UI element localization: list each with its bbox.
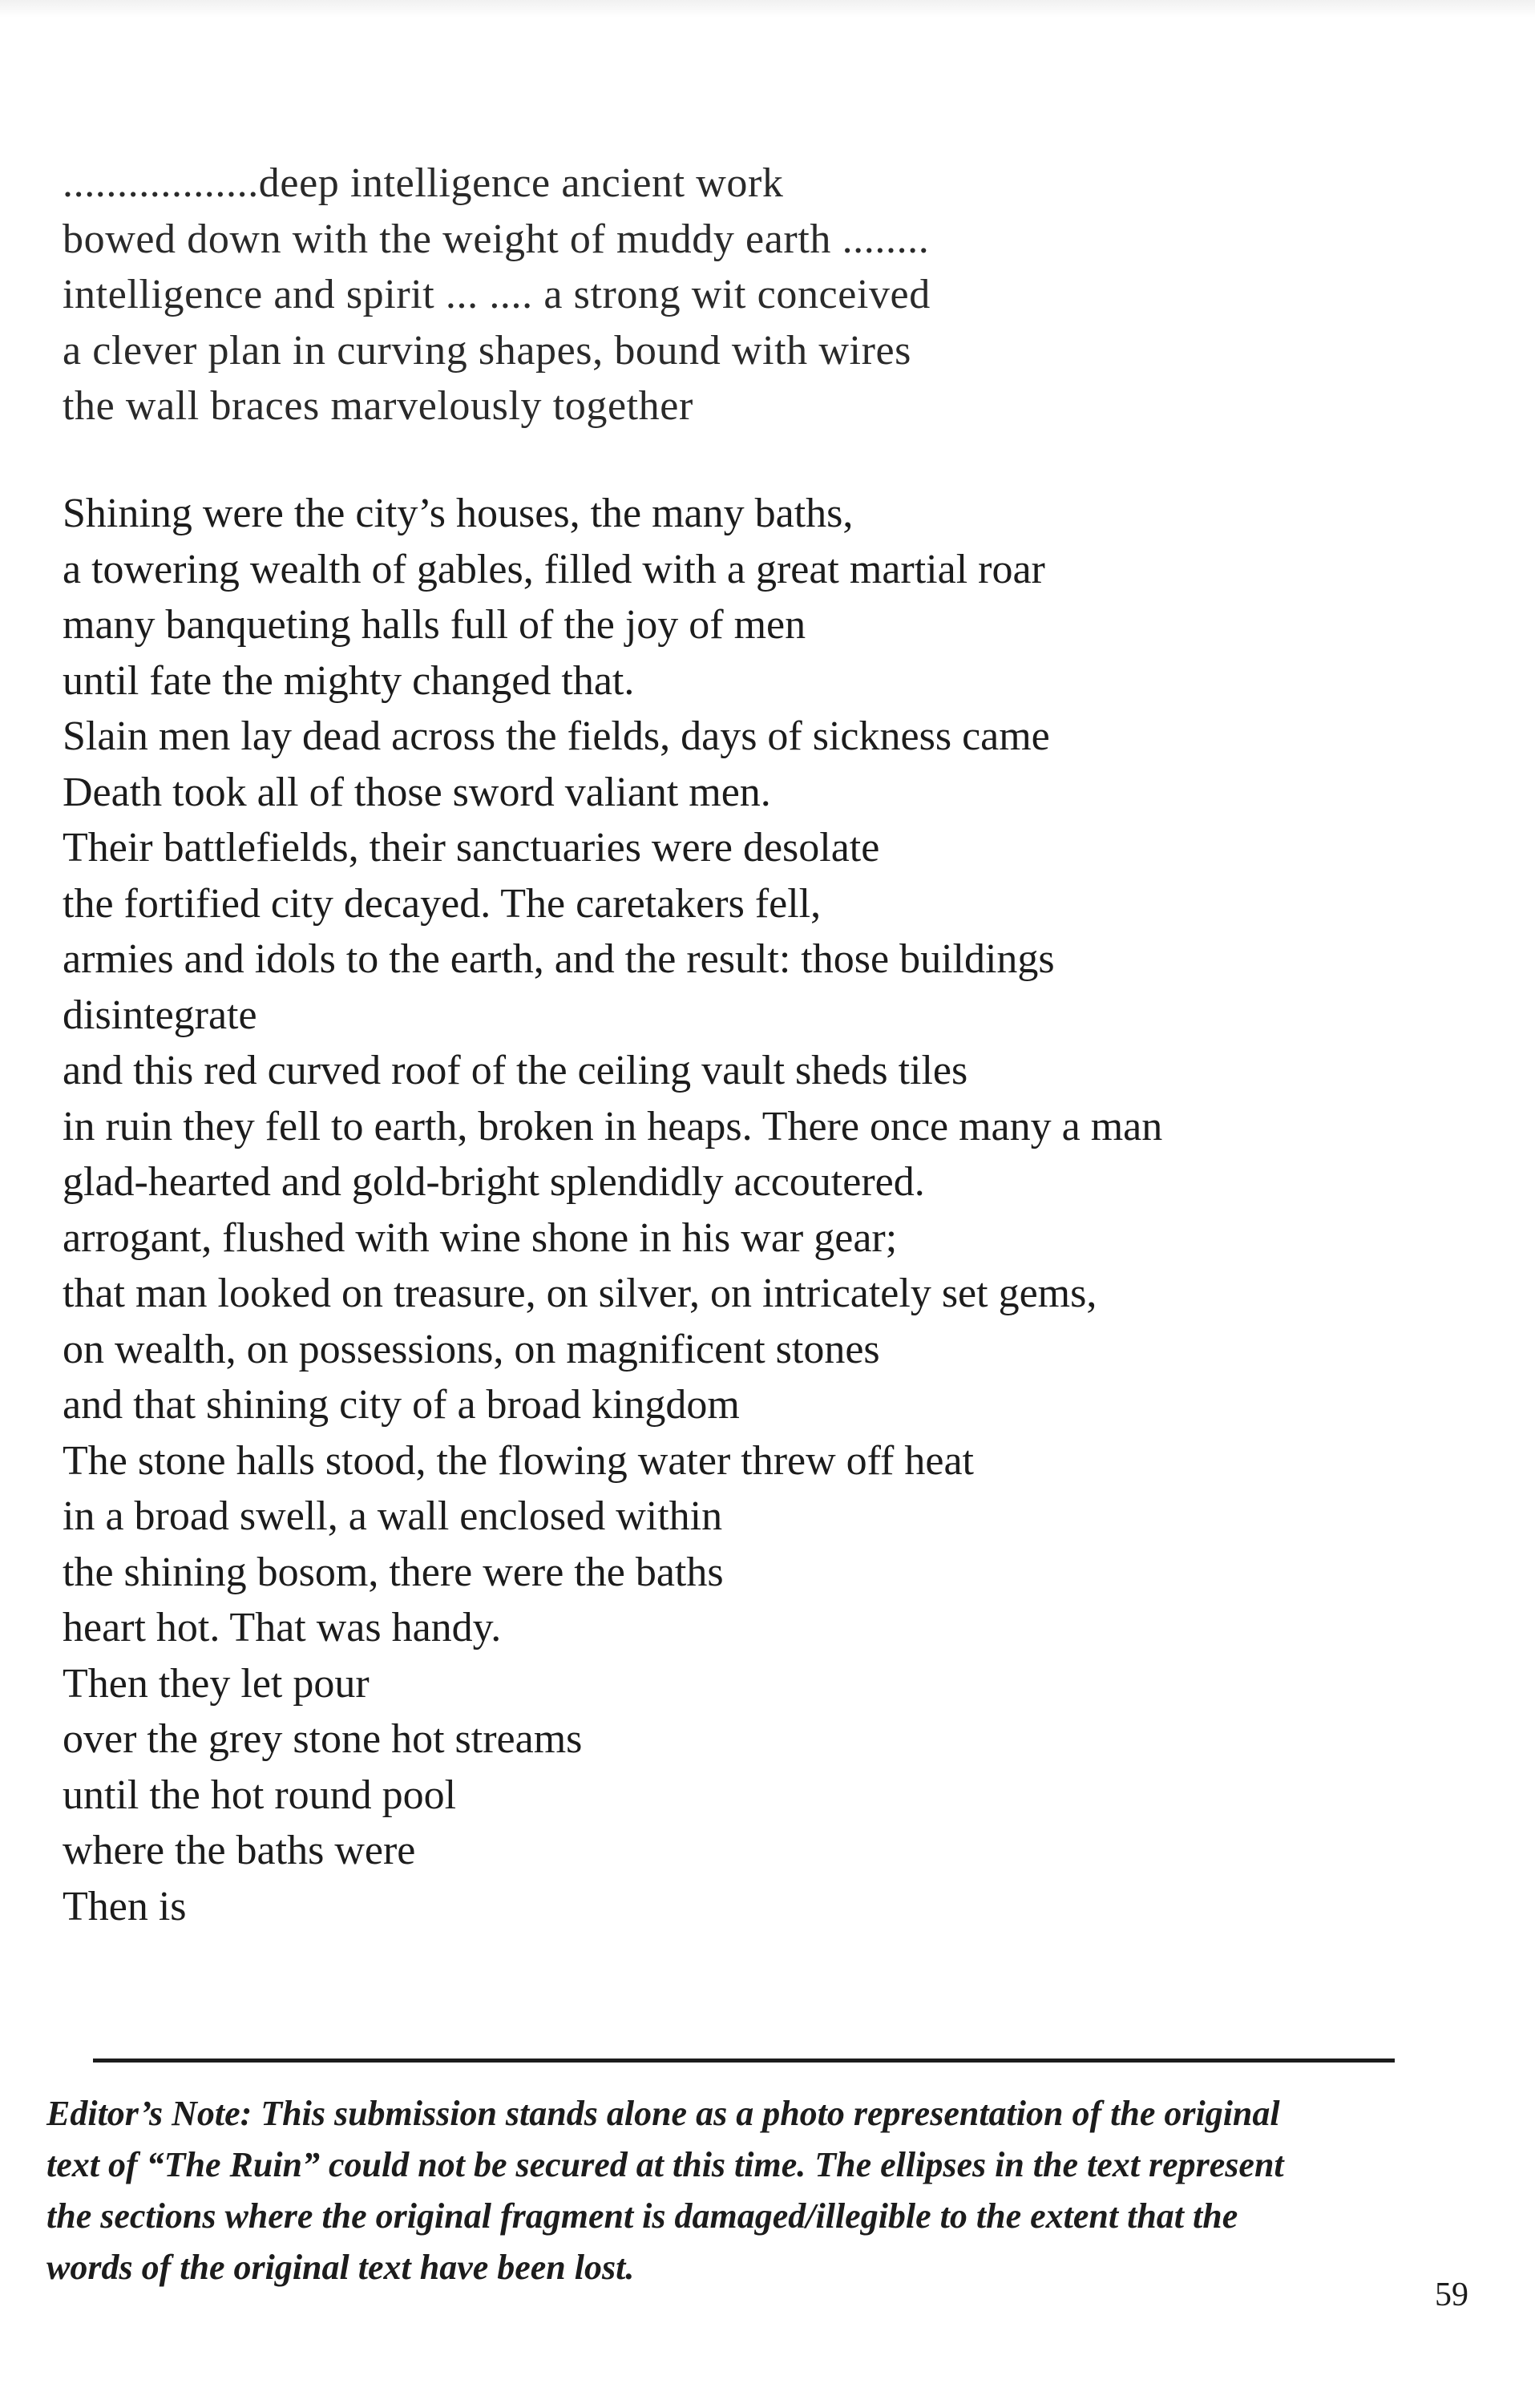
page-top-edge bbox=[0, 0, 1535, 18]
poem-line: armies and idols to the earth, and the result: those buildings bbox=[63, 936, 1055, 982]
editors-note-line: Editor’s Note: This submission stands alone as a photo representation of the original bbox=[46, 2094, 1280, 2133]
editors-note-line: text of “The Ruin” could not be secured at this time. The ellipses in the text represent bbox=[46, 2145, 1284, 2184]
poem-line: a towering wealth of gables, filled with a great martial roar bbox=[63, 546, 1045, 592]
poem-line: the wall braces marvelously together bbox=[63, 383, 693, 429]
editors-note-line: words of the original text have been lost. bbox=[46, 2248, 635, 2287]
editors-note bbox=[46, 2088, 1425, 2293]
poem-line: Then they let pour bbox=[63, 1660, 370, 1707]
poem-line: the shining bosom, there were the baths bbox=[63, 1549, 724, 1595]
poem-line: intelligence and spirit ... .... a strong wit conceived bbox=[63, 272, 931, 317]
poem-line: many banqueting halls full of the joy of men bbox=[63, 602, 806, 648]
poem-line: and that shining city of a broad kingdom bbox=[63, 1382, 740, 1428]
poem-line: where the baths were bbox=[63, 1828, 416, 1873]
poem-line: disintegrate bbox=[63, 992, 257, 1038]
poem-line: and this red curved roof of the ceiling vault sheds tiles bbox=[63, 1048, 968, 1093]
poem-line: ..................deep intelligence ancient work bbox=[63, 160, 784, 206]
poem-line: Slain men lay dead across the fields, days of sickness came bbox=[63, 713, 1050, 759]
poem-line: over the grey stone hot streams bbox=[63, 1716, 583, 1762]
poem-stanza-2 bbox=[63, 486, 1457, 1934]
poem-line: in ruin they fell to earth, broken in heaps. There once many a man bbox=[63, 1103, 1163, 1149]
poem-line: The stone halls stood, the flowing water threw off heat bbox=[63, 1437, 974, 1484]
poem-line: Shining were the city’s houses, the many baths, bbox=[63, 491, 854, 536]
poem-line: Their battlefields, their sanctuaries were desolate bbox=[63, 825, 880, 871]
poem-line: in a broad swell, a wall enclosed within bbox=[63, 1493, 723, 1539]
poem-line: bowed down with the weight of muddy earth ........ bbox=[63, 216, 930, 262]
poem-line: until fate the mighty changed that. bbox=[63, 657, 635, 704]
poem-line: Death took all of those sword valiant men. bbox=[63, 769, 771, 815]
editors-note-line: the sections where the original fragment is damaged/illegible to the extent that the bbox=[46, 2196, 1238, 2236]
poem-line: that man looked on treasure, on silver, on intricately set gems, bbox=[63, 1271, 1097, 1316]
poem-line: on wealth, on possessions, on magnificent stones bbox=[63, 1326, 880, 1372]
poem-line: until the hot round pool bbox=[63, 1772, 457, 1818]
poem-stanza-1 bbox=[63, 156, 1457, 434]
poem-line: the fortified city decayed. The caretakers fell, bbox=[63, 880, 822, 927]
poem-line: heart hot. That was handy. bbox=[63, 1605, 502, 1650]
poem-line: a clever plan in curving shapes, bound with wires bbox=[63, 327, 912, 374]
poem-line: arrogant, flushed with wine shone in his war gear; bbox=[63, 1214, 898, 1261]
poem-line: Then is bbox=[63, 1883, 187, 1929]
footnote-divider bbox=[93, 2059, 1395, 2063]
poem-line: glad-hearted and gold-bright splendidly accoutered. bbox=[63, 1159, 925, 1205]
page-number: 59 bbox=[1435, 2277, 1468, 2313]
